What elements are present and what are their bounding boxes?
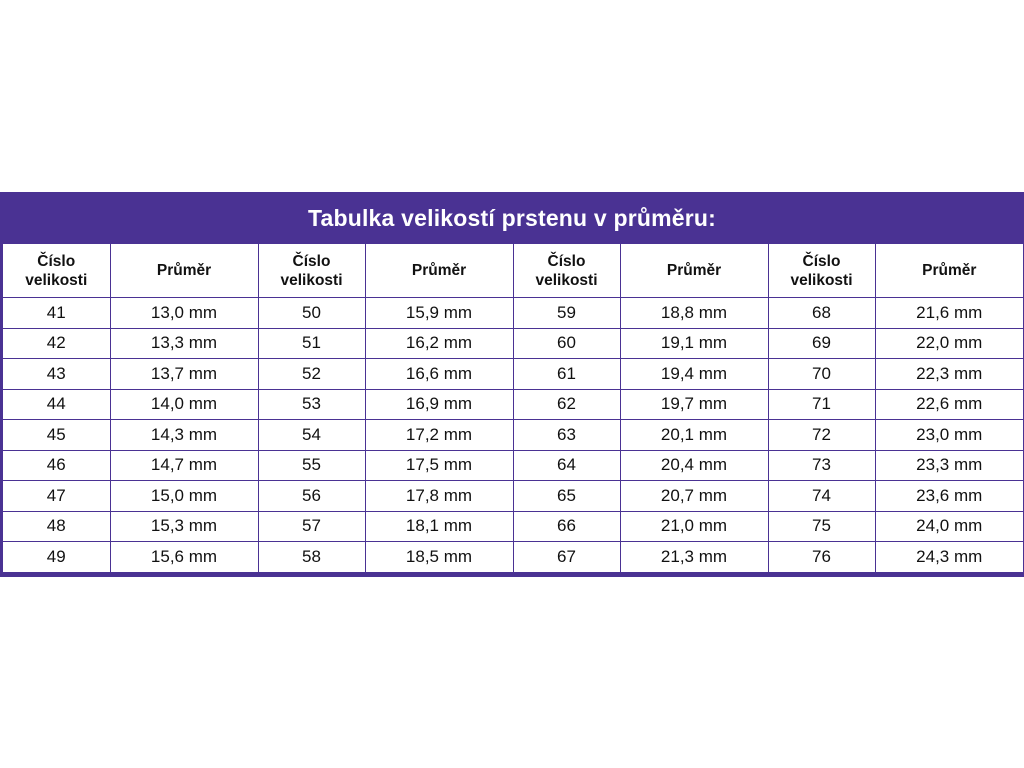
table-row (3, 511, 1023, 542)
diameter-cell: 23,6 mm (875, 481, 1023, 512)
diameter-cell: 21,3 mm (620, 542, 768, 572)
diameter-cell: 17,2 mm (365, 420, 513, 451)
size-number-cell: 58 (258, 542, 365, 572)
size-number-cell: 64 (513, 450, 620, 481)
size-number-cell: 50 (258, 298, 365, 329)
diameter-cell: 20,1 mm (620, 420, 768, 451)
diameter-cell: 19,1 mm (620, 328, 768, 359)
size-number-header (258, 244, 365, 298)
diameter-cell: 22,3 mm (875, 359, 1023, 390)
size-number-cell: 55 (258, 450, 365, 481)
size-number-cell: 59 (513, 298, 620, 329)
size-number-cell: 67 (513, 542, 620, 572)
size-header-line2: velikosti (280, 271, 343, 289)
diameter-cell: 19,4 mm (620, 359, 768, 390)
diameter-cell: 15,6 mm (110, 542, 258, 572)
diameter-cell: 15,0 mm (110, 481, 258, 512)
size-number-cell: 75 (768, 511, 875, 542)
diameter-cell: 14,0 mm (110, 389, 258, 420)
ring-size-chart (0, 192, 1024, 577)
table-row (3, 450, 1023, 481)
diameter-cell: 18,1 mm (365, 511, 513, 542)
diameter-cell: 13,7 mm (110, 359, 258, 390)
size-number-cell: 46 (3, 450, 110, 481)
size-number-cell: 44 (3, 389, 110, 420)
diameter-cell: 16,9 mm (365, 389, 513, 420)
size-number-cell: 69 (768, 328, 875, 359)
table-row (3, 542, 1023, 572)
header-row (3, 244, 1023, 298)
size-header-line1: Číslo (547, 252, 586, 270)
size-number-cell: 49 (3, 542, 110, 572)
size-number-cell: 60 (513, 328, 620, 359)
size-header-line2: velikosti (790, 271, 853, 289)
diameter-cell: 20,7 mm (620, 481, 768, 512)
diameter-cell: 15,9 mm (365, 298, 513, 329)
diameter-cell: 17,8 mm (365, 481, 513, 512)
diameter-cell: 13,3 mm (110, 328, 258, 359)
diameter-cell: 14,3 mm (110, 420, 258, 451)
size-number-cell: 52 (258, 359, 365, 390)
diameter-cell: 20,4 mm (620, 450, 768, 481)
size-header-line1: Číslo (37, 252, 76, 270)
diameter-cell: 23,3 mm (875, 450, 1023, 481)
size-number-cell: 53 (258, 389, 365, 420)
diameter-cell: 13,0 mm (110, 298, 258, 329)
size-header-line1: Číslo (802, 252, 841, 270)
table-body (3, 298, 1023, 572)
diameter-cell: 22,6 mm (875, 389, 1023, 420)
size-number-cell: 70 (768, 359, 875, 390)
size-number-cell: 56 (258, 481, 365, 512)
size-number-cell: 45 (3, 420, 110, 451)
ring-size-table (3, 244, 1023, 572)
size-header-line1: Číslo (292, 252, 331, 270)
size-header-line2: velikosti (535, 271, 598, 289)
size-number-cell: 61 (513, 359, 620, 390)
table-row (3, 328, 1023, 359)
size-number-cell: 72 (768, 420, 875, 451)
diameter-cell: 22,0 mm (875, 328, 1023, 359)
table-row (3, 481, 1023, 512)
size-number-cell: 74 (768, 481, 875, 512)
diameter-cell: 21,6 mm (875, 298, 1023, 329)
diameter-cell: 16,2 mm (365, 328, 513, 359)
diameter-cell: 19,7 mm (620, 389, 768, 420)
diameter-cell: 24,0 mm (875, 511, 1023, 542)
diameter-header: Průměr (365, 244, 513, 298)
size-number-header (768, 244, 875, 298)
size-number-cell: 73 (768, 450, 875, 481)
diameter-header: Průměr (620, 244, 768, 298)
size-number-cell: 42 (3, 328, 110, 359)
table-row (3, 420, 1023, 451)
size-number-cell: 65 (513, 481, 620, 512)
size-number-cell: 48 (3, 511, 110, 542)
size-header-line2: velikosti (25, 271, 88, 289)
size-number-cell: 63 (513, 420, 620, 451)
size-number-cell: 66 (513, 511, 620, 542)
size-number-cell: 57 (258, 511, 365, 542)
diameter-cell: 23,0 mm (875, 420, 1023, 451)
size-number-cell: 71 (768, 389, 875, 420)
diameter-cell: 21,0 mm (620, 511, 768, 542)
size-number-header (3, 244, 110, 298)
size-number-cell: 76 (768, 542, 875, 572)
size-number-cell: 51 (258, 328, 365, 359)
diameter-cell: 24,3 mm (875, 542, 1023, 572)
size-number-cell: 43 (3, 359, 110, 390)
table-row (3, 359, 1023, 390)
size-number-cell: 68 (768, 298, 875, 329)
chart-title: Tabulka velikostí prstenu v průměru: (307, 205, 717, 231)
size-number-header (513, 244, 620, 298)
diameter-header: Průměr (110, 244, 258, 298)
size-number-cell: 41 (3, 298, 110, 329)
size-number-cell: 47 (3, 481, 110, 512)
diameter-cell: 14,7 mm (110, 450, 258, 481)
table-row (3, 389, 1023, 420)
diameter-cell: 16,6 mm (365, 359, 513, 390)
table-row (3, 298, 1023, 329)
diameter-header: Průměr (875, 244, 1023, 298)
diameter-cell: 15,3 mm (110, 511, 258, 542)
diameter-cell: 18,5 mm (365, 542, 513, 572)
diameter-cell: 18,8 mm (620, 298, 768, 329)
size-number-cell: 62 (513, 389, 620, 420)
diameter-cell: 17,5 mm (365, 450, 513, 481)
size-number-cell: 54 (258, 420, 365, 451)
